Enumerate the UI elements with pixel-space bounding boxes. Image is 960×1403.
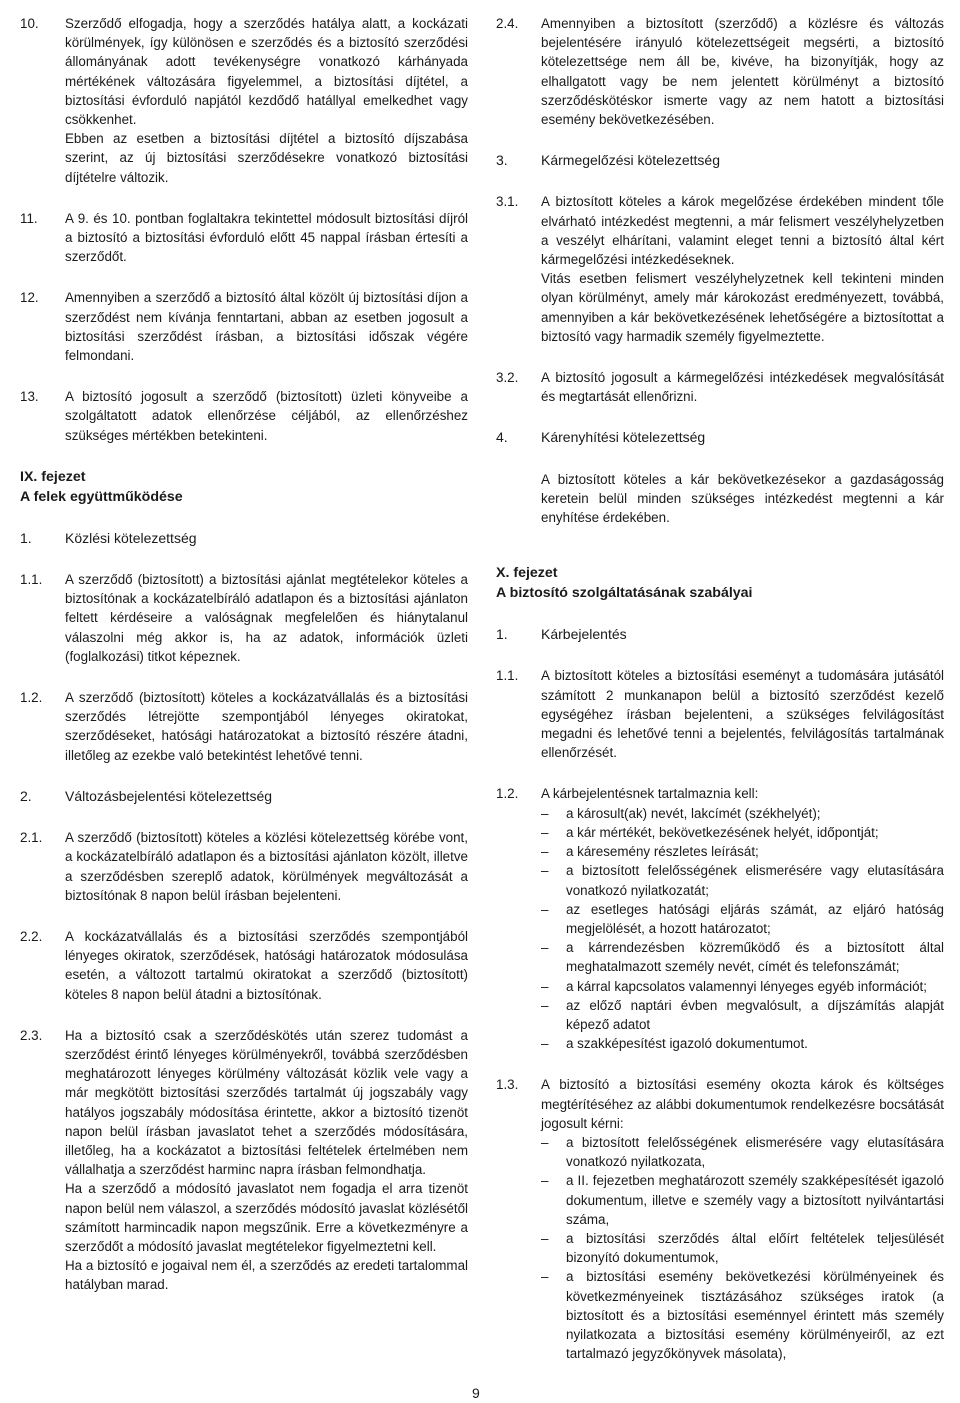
clause-13 — [20, 387, 468, 445]
clause-text: Amennyiben a biztosított (szerződő) a közlésre és változás bejelentésére irányuló kötelezettségeit megsérti, a biztosító kötelezettsége nem áll be, kivéve, ha bizonyítják, hogy az elhallgatott vagy be nem jelentett körülményt a biztosító szerződéskötéskor ismerte vagy az nem hatott a biztosítási esemény bekövetkezésében. — [541, 16, 944, 128]
section-number: 3. — [496, 152, 508, 169]
clause-text: A biztosított köteles a kár bekövetkezésekor a gazdaságosság keretein belül minden szükséges intézkedést megtenni a kár enyhítése érdekében. — [541, 471, 944, 526]
list-item: – a II. fejezetben meghatározott személy szakképesítését igazoló dokumentum, illetve e személy vagy a biztosított nyilvántartási száma, — [541, 1171, 944, 1229]
clause-text: Ha a biztosító e jogaival nem él, a szerződés az eredeti tartalommal hatályban marad. — [65, 1258, 468, 1293]
list-item: – a kár mértékét, bekövetkezésének helyét, időpontját; — [541, 823, 944, 842]
clause-text: Amennyiben a szerződő a biztosító által közölt új biztosítási díjon a szerződést nem kívánja fenntartani, abban az esetben jogosult a biztosítási szerződést írásban, a biztosítási időszak végére felmondani. — [65, 290, 468, 364]
clause-3-1 — [496, 192, 944, 346]
left-column — [20, 14, 468, 1317]
section-number: 2. — [20, 787, 32, 804]
list-intro: A kárbejelentésnek tartalmaznia kell: — [541, 786, 759, 802]
clause-text: A biztosító jogosult a szerződő (biztosított) üzleti könyveibe a szolgáltatott adatok ellenőrzése céljából, az ellenőrzéshez szükséges mértékben betekinteni. — [65, 389, 468, 443]
list-item: – a kárral kapcsolatos valamennyi lényeges egyéb információt; — [541, 977, 944, 996]
chapter-number: IX. fejezet — [20, 468, 86, 485]
section-heading-2 — [20, 787, 468, 806]
required-content-list — [541, 804, 944, 1054]
list-item: – a biztosított felelősségének elismerésére vagy elutasítására vonatkozó nyilatkozatát; — [541, 861, 944, 899]
section-heading-karbejelentes — [496, 625, 944, 644]
clause-x-1-3 — [496, 1075, 944, 1363]
list-item: – az előző naptári évben megvalósult, a díjszámítás alapját képező adatot — [541, 996, 944, 1034]
clause-10-continuation — [20, 129, 468, 187]
section-title: Kárenyhítési kötelezettség — [541, 429, 706, 446]
clause-x-1-1 — [496, 666, 944, 762]
clause-number: 2.3. — [20, 1027, 43, 1043]
clause-number: 2.2. — [20, 928, 43, 944]
list-item: – a káresemény részletes leírását; — [541, 842, 944, 861]
clause-number: 1.1. — [20, 572, 43, 588]
clause-text: A kockázatvállalás és a biztosítási szerződés szempontjából lényeges okiratok, szerződések, hatósági határozatok módosulása esetén, a változott tartalmú okiratokat a szerződő (biztosított) köteles 8 napon belül átadni a biztosítónak. — [65, 928, 468, 1002]
list-item: – a biztosítási szerződés által előírt feltételek teljesülését bizonyító dokumentumok, — [541, 1229, 944, 1267]
clause-2-2 — [20, 927, 468, 1004]
clause-2-1 — [20, 828, 468, 905]
list-item: – a kárrendezésben közreműködő és a biztosított által meghatalmazott személy nevét, címét és telefonszámát; — [541, 938, 944, 976]
clause-number: 12. — [20, 290, 39, 306]
section-title: Közlési kötelezettség — [65, 529, 197, 546]
chapter-heading-ix — [20, 467, 468, 507]
clause-number: 10. — [20, 16, 39, 31]
clause-text: Ha a biztosító csak a szerződéskötés után szerez tudomást a szerződést érintő lényeges körülményekről, továbbá szerződésben meghatározott lényeges körülmény változását közlik vele vagy a már megkötött biztosítási szerződés tartalmát új jogszabály vagy hatályos jogszabály módosítása érintette, akkor a biztosító tizenöt napon belül írásban javaslatot tehet a szerződés módosítására, illetőleg, ha a kockázatot a biztosítási feltételek értelmében nem vállalhatja a szerződést harminc napra írásban felmondhatja. — [65, 1027, 468, 1178]
clause-number: 1.2. — [20, 690, 43, 706]
section-heading-1 — [20, 529, 468, 548]
clause-2-4 — [496, 14, 944, 129]
section-title: Kármegelőzési kötelezettség — [541, 152, 720, 169]
list-item: – a károsult(ak) nevét, lakcímét (székhelyét); — [541, 804, 944, 823]
section-number: 1. — [496, 626, 508, 643]
clause-number: 2.4. — [496, 16, 519, 31]
chapter-title: A felek együttműködése — [20, 488, 183, 505]
documents-list — [541, 1133, 944, 1363]
clause-number: 3.1. — [496, 194, 519, 210]
clause-number: 1.2. — [496, 786, 519, 802]
clause-2-3 — [20, 1026, 468, 1295]
list-item: – az esetleges hatósági eljárás számát, az eljáró hatóság megjelölését, a hozott határozatot; — [541, 900, 944, 938]
clause-number: 1.1. — [496, 668, 519, 684]
section-title: Változásbejelentési kötelezettség — [65, 787, 273, 804]
clause-text: Ebben az esetben a biztosítási díjtétel a biztosító díjszabása szerint, az új biztosítási szerződésekre vonatkozó biztosítási díjtételre változik. — [65, 131, 468, 185]
section-heading-4 — [496, 428, 944, 447]
clause-text: A biztosított köteles a biztosítási eseményt a tudomására jutásától számított 2 munkanapon belül a biztosító szerződést kezelő egységéhez írásban bejelenteni, a szükséges felvilágosítást megadni és lehetővé tenni a bejelentés, felvilágosítás tartalmának ellenőrzését. — [541, 668, 944, 761]
clause-text: A 9. és 10. pontban foglaltakra tekintettel módosult biztosítási díjról a biztosító a biztosítási évforduló előtt 45 nappal írásban értesíti a szerződőt. — [65, 210, 468, 265]
clause-text: A biztosító jogosult a kármegelőzési intézkedések megvalósítását és megtartását ellenőrizni. — [541, 370, 944, 405]
clause-text: Szerződő elfogadja, hogy a szerződés hatálya alatt, a kockázati körülmények, így különösen e szerződés és a biztosító szerződési állományának adott tevékenységre vonatkozó kárhányada mértékének változására figyelemmel, a biztosítási díjtétel, a biztosítási évforduló napjától kezdődő hatállyal emelkedhet vagy csökkenhet. — [65, 16, 468, 128]
clause-text: A szerződő (biztosított) köteles a közlési kötelezettség körébe vont, a kockázatelbíráló adatlapon és a biztosítási ajánlaton közölt, illetve a szerződésben szereplő adatok, körülmények megváltozását a biztosítónak 8 napon belül írásban bejelenteni. — [65, 830, 468, 903]
clause-1-2 — [20, 688, 468, 765]
section-4-paragraph — [496, 470, 944, 528]
clause-number: 13. — [20, 389, 39, 405]
clause-12 — [20, 288, 468, 365]
clause-number: 2.1. — [20, 830, 43, 846]
clause-x-1-2 — [496, 784, 944, 1053]
clause-number: 3.2. — [496, 370, 519, 386]
section-title: Kárbejelentés — [541, 626, 627, 643]
clause-3-2 — [496, 368, 944, 406]
chapter-title: A biztosító szolgáltatásának szabályai — [496, 585, 753, 602]
chapter-number: X. fejezet — [496, 565, 558, 582]
list-item: – a szakképesítést igazoló dokumentumot. — [541, 1034, 944, 1053]
section-heading-3 — [496, 151, 944, 170]
clause-text: A szerződő (biztosított) köteles a kockázatvállalás és a biztosítási szerződés létrejötte szempontjából lényeges okiratokat, szerződéseket, hatósági határozatokat a biztosító részére átadni, illetőleg az ezekbe való betekintést lehetővé tenni. — [65, 690, 468, 763]
clause-1-1 — [20, 570, 468, 666]
list-intro: A biztosító a biztosítási esemény okozta károk és költséges megtérítéséhez az alábbi dokumentumok rendelkezésre bocsátását jogosult kérni: — [541, 1077, 944, 1131]
clause-10 — [20, 14, 468, 129]
list-item: – a biztosított felelősségének elismerésére vagy elutasítására vonatkozó nyilatkozata, — [541, 1133, 944, 1171]
clause-text: Ha a szerződő a módosító javaslatot nem fogadja el arra tizenöt napon belül nem válaszol, a szerződés módosító javaslat közlésétől számított harmincadik napon megszűnik. Erre a következményre a szerződőt a módosító javaslat megtételekor figyelmeztetni kell. — [65, 1181, 468, 1254]
chapter-heading-x — [496, 563, 944, 603]
clause-text: Vitás esetben felismert veszélyhelyzetnek kell tekinteni minden olyan körülményt, amely már károkozást eredményezett, továbbá, amennyiben a kár bekövetkezésének lehetőségére a biztosítottat a biztosító vagy harmadik személy figyelmeztette. — [541, 271, 944, 344]
clause-text: A biztosított köteles a károk megelőzése érdekében mindent tőle elvárható intézkedést megtenni, a már felismert veszélyhelyzetben a veszélyt elhárítani, valamint eleget tenni a biztosító által kért kármegelőzési intézkedéseknek. — [541, 194, 944, 268]
clause-number: 1.3. — [496, 1077, 519, 1093]
section-number: 1. — [20, 529, 32, 546]
list-item: – a biztosítási esemény bekövetkezési körülményeinek és következményeinek tisztázásához szükséges iratok (a biztosított és a biztosítási eseménnyel érintett más személy nyilatkozata a biztosítási esemény körülményeiről, az ezt tartalmazó jegyzőkönyvek másolata), — [541, 1267, 944, 1363]
section-number: 4. — [496, 429, 508, 446]
page-number: 9 — [472, 1385, 480, 1401]
clause-number: 11. — [20, 210, 38, 226]
right-column — [496, 14, 944, 1385]
clause-text: A szerződő (biztosított) a biztosítási ajánlat megtételekor köteles a biztosítónak a kockázatelbíráló adatlapon és a biztosítási ajánlaton feltett kérdéseire a valóságnak megfelelően és hiánytalanul válaszolni még akkor is, ha az adatok, információk üzleti (foglalkozási) titkot képeznek. — [65, 572, 468, 664]
clause-11 — [20, 209, 468, 267]
